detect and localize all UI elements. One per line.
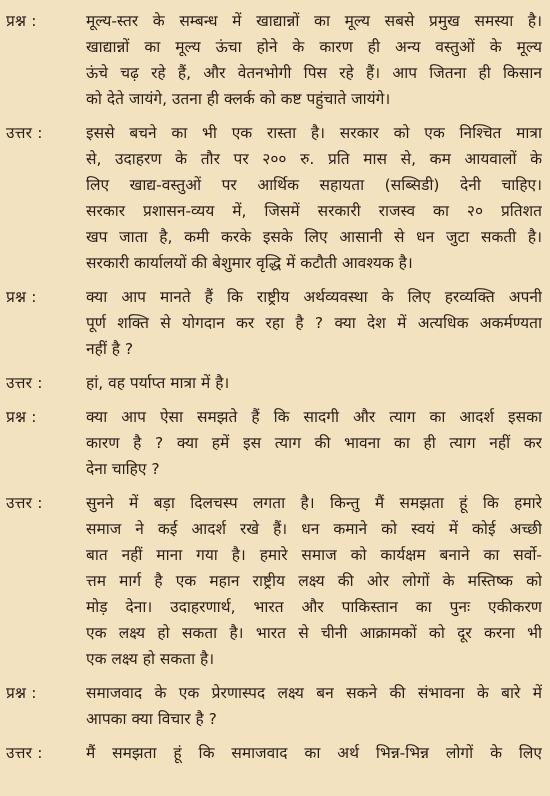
- text-line: हां, वह पर्याप्त मात्रा में है।: [86, 374, 230, 392]
- answer-text: [86, 120, 542, 276]
- text-line: मूल्य-स्तर के सम्बन्ध में खाद्यान्नों का मूल्य सबसे प्रमुख समस्या है।: [86, 12, 542, 30]
- speaker-label-question: प्रश्न :: [6, 408, 37, 426]
- text-line: क्या आप ऐसा समझते हैं कि सादगी और त्याग का आदर्श इसका: [86, 408, 542, 426]
- question-block: [6, 680, 542, 732]
- text-line: समाज ने कई आदर्श रखे हैं। धन कमाने को स्वयं में कोई अच्छी: [86, 520, 542, 538]
- text-line: सुनने में बड़ा दिलचस्प लगता है। किन्तु मैं समझता हूं कि हमारे: [86, 494, 542, 512]
- text-line: देना चाहिए ?: [86, 460, 160, 478]
- text-line: सरकारी कार्यालयों की बेशुमार वृद्धि में कटौती आवश्यक है।: [86, 254, 413, 272]
- answer-block: [6, 120, 542, 276]
- text-line: एक लक्ष्य हो सकता है।: [86, 650, 215, 668]
- question-block: [6, 284, 542, 362]
- text-line: त्तम मार्ग है एक महान राष्ट्रीय लक्ष्य की ओर लोगों के मस्तिष्क को: [86, 572, 542, 590]
- text-line: मोड़ देना। उदाहरणार्थ, भारत और पाकिस्तान का पुनः एकीकरण: [86, 598, 542, 616]
- speaker-label-question: प्रश्न :: [6, 684, 37, 702]
- text-line: आपका क्या विचार है ?: [86, 710, 217, 728]
- text-line: क्या आप मानते हैं कि राष्ट्रीय अर्थव्यवस्था के लिए हरव्यक्ति अपनी: [86, 288, 542, 306]
- question-text: [86, 284, 542, 362]
- text-line: नहीं है ?: [86, 340, 134, 358]
- answer-block: [6, 370, 542, 396]
- speaker-label-answer: उत्तर :: [6, 494, 43, 512]
- speaker-label-answer: उत्तर :: [6, 744, 43, 762]
- text-line: को देते जायंगे, उतना ही क्लर्क को कष्ट पहुंचाते जायंगे।: [86, 90, 391, 108]
- text-line: बात नहीं माना गया है। हमारे समाज को कार्यक्षम बनाने का सर्वो-: [86, 546, 542, 564]
- speaker-label-answer: उत्तर :: [6, 124, 43, 142]
- text-line: सरकार प्रशासन-व्यय में, जिसमें सरकारी राजस्व का २० प्रतिशत: [86, 202, 542, 220]
- text-line: ऊंचे चढ़ रहे हैं, और वेतनभोगी पिस रहे हैं। आप जितना ही किसान: [86, 64, 542, 82]
- question-text: [86, 680, 542, 732]
- text-line: लिए खाद्य-वस्तुओं पर आर्थिक सहायता (सब्सिडी) देनी चाहिए।: [86, 176, 542, 194]
- question-block: [6, 8, 542, 112]
- text-line: कारण है ? क्या हमें इस त्याग की भावना का ही त्याग नहीं कर: [86, 434, 542, 452]
- answer-block: [6, 490, 542, 672]
- speaker-label-question: प्रश्न :: [6, 12, 37, 30]
- speaker-label-answer: उत्तर :: [6, 374, 43, 392]
- question-text: [86, 404, 542, 482]
- text-line: पूर्ण शक्ति से योगदान कर रहा है ? क्या देश में अत्यधिक अकर्मण्यता: [86, 314, 542, 332]
- question-text: [86, 8, 542, 112]
- speaker-label-question: प्रश्न :: [6, 288, 37, 306]
- answer-text: [86, 370, 542, 396]
- answer-text: [86, 490, 542, 672]
- answer-text: [86, 740, 542, 766]
- text-line: इससे बचने का भी एक रास्ता है। सरकार को एक निश्चित मात्रा: [86, 124, 542, 142]
- text-line: एक लक्ष्य हो सकता है। भारत से चीनी आक्रामकों को दूर करना भी: [86, 624, 542, 642]
- text-line: खाद्यान्नों का मूल्य ऊंचा होने के कारण ही अन्य वस्तुओं के मूल्य: [86, 38, 542, 56]
- answer-block: [6, 740, 542, 766]
- question-block: [6, 404, 542, 482]
- text-line: से, उदाहरण के तौर पर २०० रु. प्रति मास से, कम आयवालों के: [86, 150, 542, 168]
- text-line: मैं समझता हूं कि समाजवाद का अर्थ भिन्न-भिन्न लोगों के लिए: [86, 744, 542, 762]
- text-line: खप जाता है, कमी करके इसके लिए आसानी से धन जुटा सकती है।: [86, 228, 542, 246]
- text-line: समाजवाद के एक प्रेरणास्पद लक्ष्य बन सकने की संभावना के बारे में: [86, 684, 542, 702]
